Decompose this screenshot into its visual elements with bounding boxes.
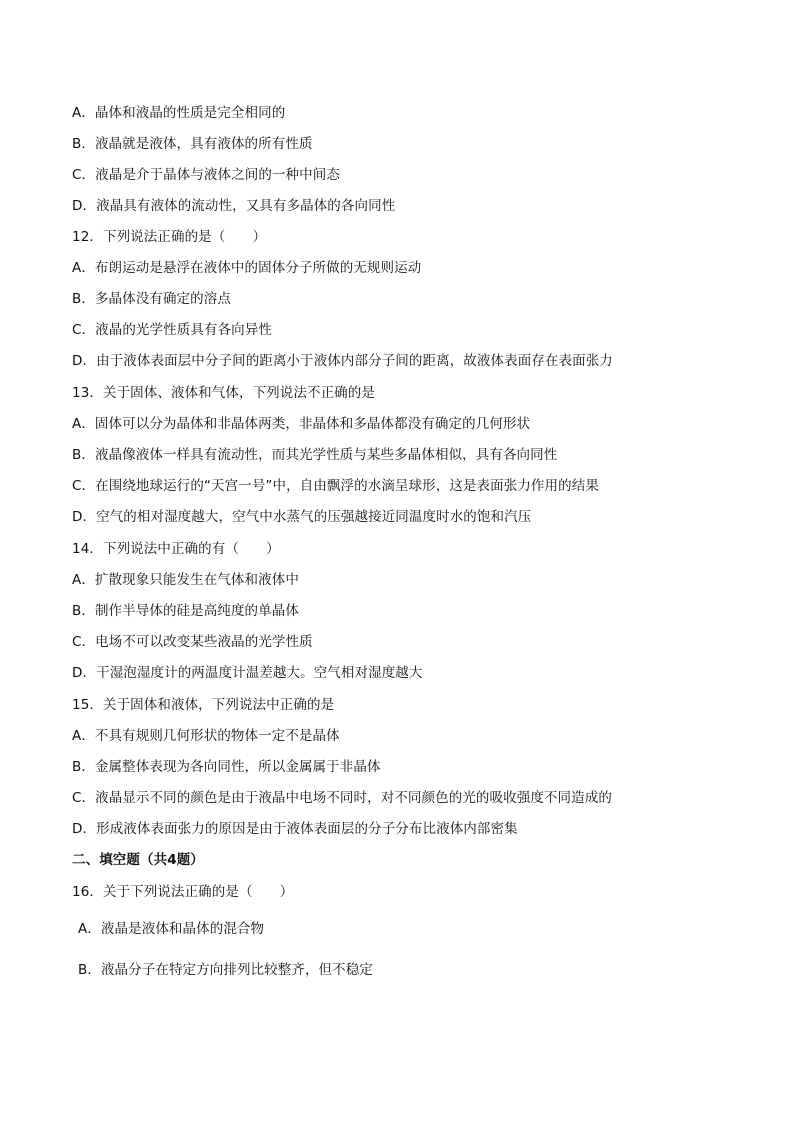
- q15-option-a: A．不具有规则几何形状的物体一定不是晶体: [72, 728, 340, 744]
- q13-option-d: D．空气的相对湿度越大，空气中水蒸气的压强越接近同温度时水的饱和汽压: [72, 509, 532, 525]
- q13-stem: 13．关于固体、液体和气体，下列说法不正确的是: [72, 385, 375, 401]
- q11-option-d: D．液晶具有液体的流动性，又具有多晶体的各向同性: [72, 198, 396, 214]
- q16-option-a: A．液晶是液体和晶体的混合物: [78, 921, 265, 937]
- q13-option-c: C．在围绕地球运行的“天宫一号”中，自由飘浮的水滴呈球形，这是表面张力作用的结果: [72, 478, 599, 494]
- q14-option-d: D．干湿泡湿度计的两温度计温差越大。空气相对湿度越大: [72, 665, 423, 681]
- q11-option-a: A．晶体和液晶的性质是完全相同的: [72, 105, 286, 121]
- q12-stem: 12．下列说法正确的是（ ）: [72, 229, 267, 245]
- q16-stem: 16．关于下列说法正确的是（ ）: [72, 884, 294, 900]
- q13-option-b: B．液晶像液体一样具有流动性，而其光学性质与某些多晶体相似，具有各向同性: [72, 447, 558, 463]
- q13-option-a: A．固体可以分为晶体和非晶体两类，非晶体和多晶体都没有确定的几何形状: [72, 416, 531, 432]
- q14-option-a: A．扩散现象只能发生在气体和液体中: [72, 572, 299, 588]
- q16-option-b: B．液晶分子在特定方向排列比较整齐，但不稳定: [78, 962, 373, 978]
- q15-option-d: D．形成液体表面张力的原因是由于液体表面层的分子分布比液体内部密集: [72, 821, 518, 837]
- q15-option-b: B．金属整体表现为各向同性，所以金属属于非晶体: [72, 759, 381, 775]
- q11-option-b: B．液晶就是液体，具有液体的所有性质: [72, 136, 313, 152]
- q12-option-b: B．多晶体没有确定的溶点: [72, 291, 231, 307]
- q11-option-c: C．液晶是介于晶体与液体之间的一种中间态: [72, 167, 340, 183]
- q15-stem: 15．关于固体和液体，下列说法中正确的是: [72, 697, 335, 713]
- q12-option-d: D．由于液体表面层中分子间的距离小于液体内部分子间的距离，故液体表面存在表面张力: [72, 353, 613, 369]
- section-heading-fill-in: 二、填空题（共4题）: [72, 852, 204, 868]
- q14-stem: 14．下列说法中正确的有（ ）: [72, 541, 280, 557]
- q14-option-b: B．制作半导体的硅是高纯度的单晶体: [72, 603, 299, 619]
- q15-option-c: C．液晶显示不同的颜色是由于液晶中电场不同时，对不同颜色的光的吸收强度不同造成的: [72, 790, 612, 806]
- q12-option-a: A．布朗运动是悬浮在液体中的固体分子所做的无规则运动: [72, 260, 422, 276]
- q14-option-c: C．电场不可以改变某些液晶的光学性质: [72, 634, 313, 650]
- q12-option-c: C．液晶的光学性质具有各向异性: [72, 322, 272, 338]
